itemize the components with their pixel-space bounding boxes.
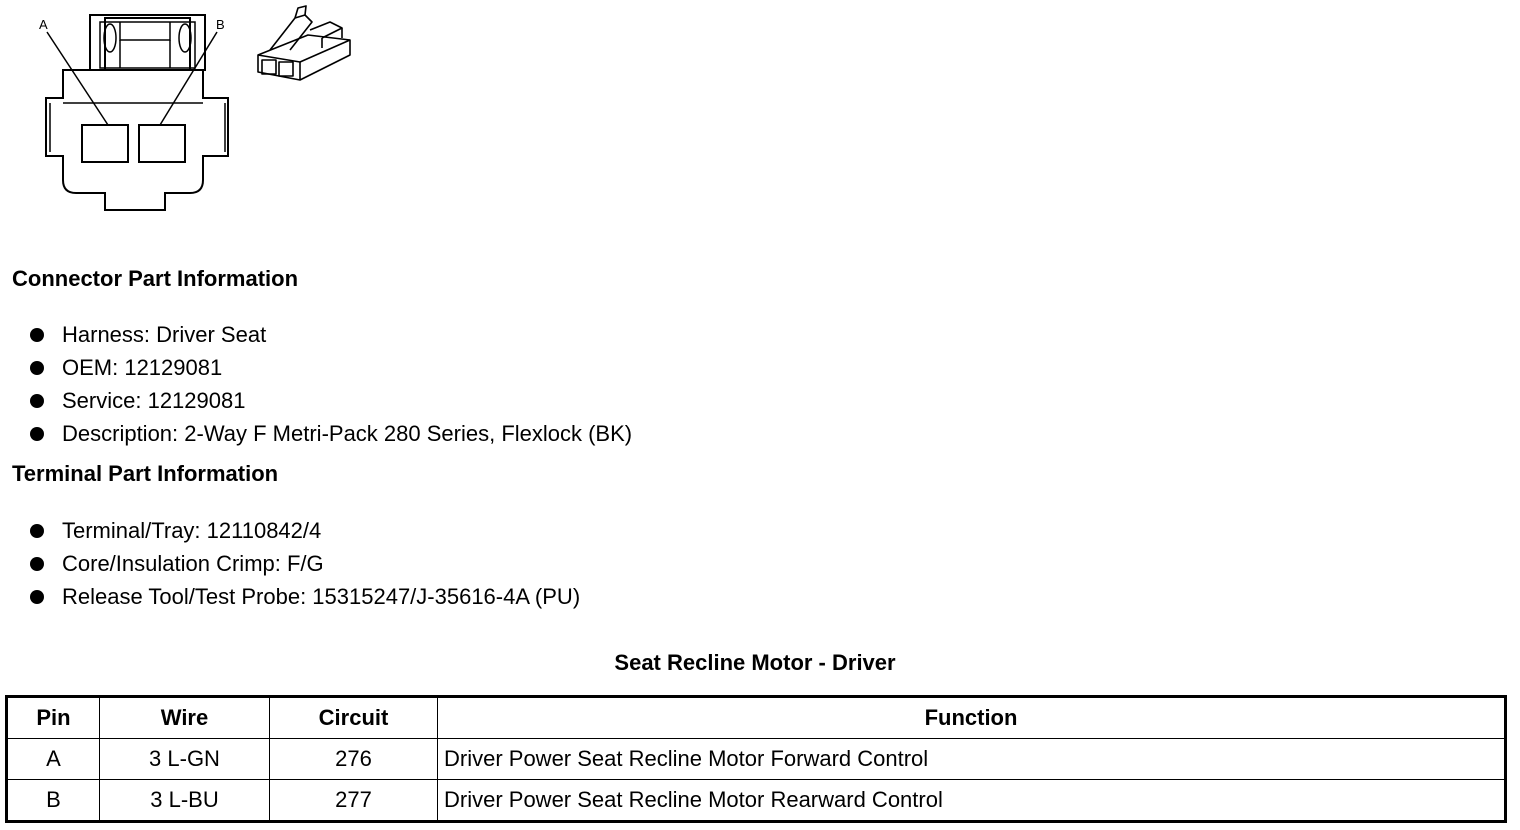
- list-item: [0, 417, 632, 450]
- leader-line-b: [160, 32, 217, 125]
- list-item: [0, 514, 580, 547]
- cell-pin: A: [7, 739, 100, 780]
- bullet-icon: [30, 328, 44, 342]
- bullet-icon: [30, 394, 44, 408]
- connector-info-heading: Connector Part Information: [12, 266, 299, 291]
- list-item: [0, 384, 632, 417]
- list-item: [0, 351, 632, 384]
- bullet-icon: [30, 361, 44, 375]
- connector-face-diagram: [30, 8, 240, 218]
- table-row: [7, 780, 1506, 822]
- cell-circuit: 276: [270, 739, 438, 780]
- connector-3d-illustration: [250, 0, 360, 100]
- column-header-function: Function: [438, 697, 1506, 739]
- column-header-circuit: Circuit: [270, 697, 438, 739]
- bullet-icon: [30, 590, 44, 604]
- list-item: [0, 580, 580, 613]
- pin-table: [5, 695, 1507, 823]
- terminal-label-b: B: [216, 17, 225, 32]
- bullet-icon: [30, 427, 44, 441]
- list-item-text: Terminal/Tray: 12110842/4: [62, 518, 322, 543]
- terminal-info-heading: Terminal Part Information: [12, 461, 279, 486]
- cell-pin: B: [7, 780, 100, 822]
- table-title: Seat Recline Motor - Driver: [614, 650, 896, 675]
- cell-function: Driver Power Seat Recline Motor Rearward Control: [438, 780, 1506, 822]
- bullet-icon: [30, 524, 44, 538]
- terminal-label-a: A: [39, 17, 48, 32]
- column-header-pin: Pin: [7, 697, 100, 739]
- list-item-text: Service: 12129081: [62, 388, 246, 413]
- list-item-text: Harness: Driver Seat: [62, 322, 267, 347]
- cell-circuit: 277: [270, 780, 438, 822]
- list-item-text: Description: 2-Way F Metri-Pack 280 Series, Flexlock (BK): [62, 421, 633, 446]
- list-item: [0, 547, 580, 580]
- column-header-wire: Wire: [100, 697, 270, 739]
- bullet-icon: [30, 557, 44, 571]
- table-row: [7, 739, 1506, 780]
- list-item-text: Core/Insulation Crimp: F/G: [62, 551, 324, 576]
- terminal-info-list: [0, 514, 580, 613]
- connector-info-list: [0, 318, 632, 450]
- list-item-text: OEM: 12129081: [62, 355, 223, 380]
- list-item-text: Release Tool/Test Probe: 15315247/J-35616-4A (PU): [62, 584, 581, 609]
- list-item: [0, 318, 632, 351]
- cell-function: Driver Power Seat Recline Motor Forward Control: [438, 739, 1506, 780]
- leader-line-a: [47, 32, 108, 125]
- cell-wire: 3 L-BU: [100, 780, 270, 822]
- table-header-row: [7, 697, 1506, 739]
- cell-wire: 3 L-GN: [100, 739, 270, 780]
